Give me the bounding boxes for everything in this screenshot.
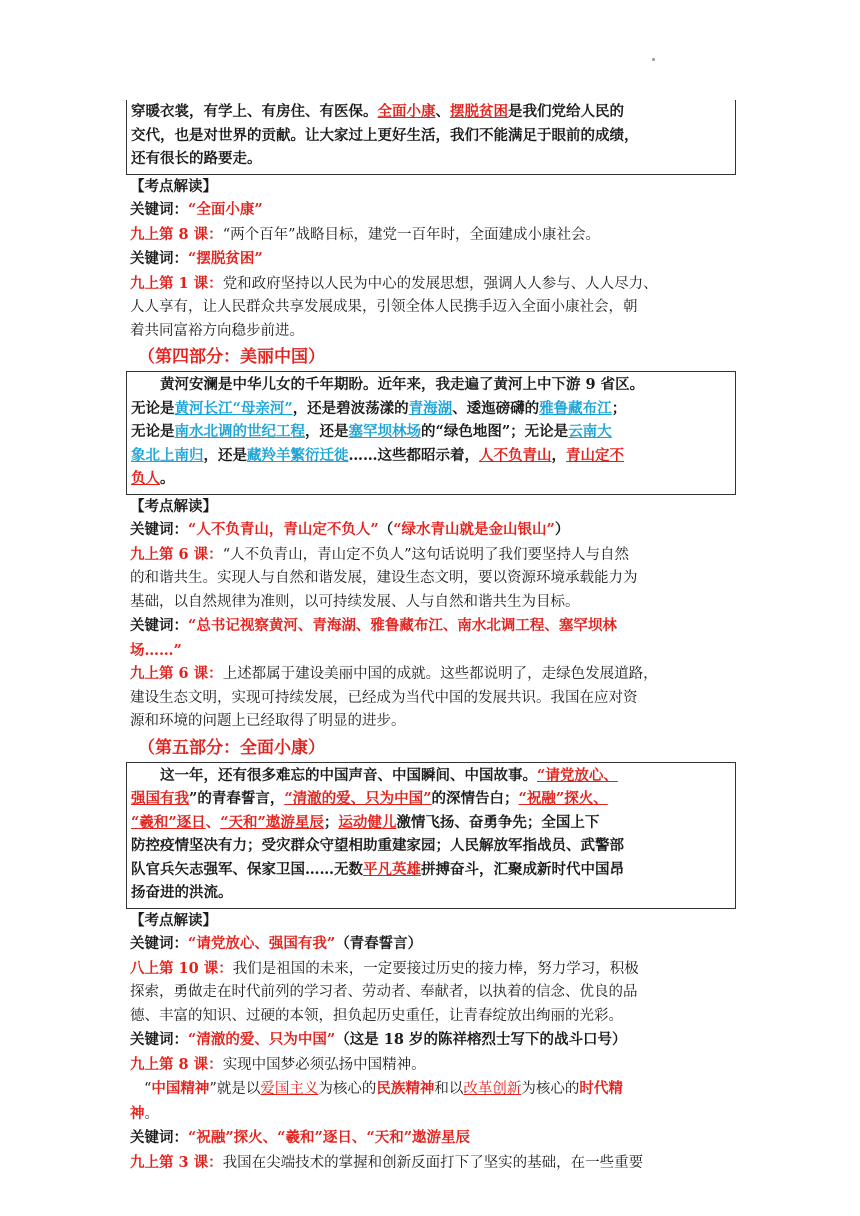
analysis-heading: 【考点解读】 bbox=[130, 911, 217, 929]
quote-line: “羲和”逐日、“天和”遨游星辰；运动健儿激情飞扬、奋勇争先；全国上下 bbox=[131, 813, 600, 831]
keyword-line: 关键词：“摆脱贫困” bbox=[130, 250, 263, 267]
keyword-line: 场……” bbox=[130, 641, 182, 659]
quote-line: 无论是南水北调的世纪工程，还是塞罕坝林场的“绿色地图”；无论是云南大 bbox=[131, 423, 612, 440]
quote-line: 黄河安澜是中华儿女的千年期盼。近年来，我走遍了黄河上中下游 9 省区。 bbox=[160, 376, 645, 393]
quote-line: 这一年，还有很多难忘的中国声音、中国瞬间、中国故事。“请党放心、 bbox=[160, 766, 618, 784]
quote-line: 扬奋进的洪流。 bbox=[131, 884, 233, 901]
lesson-line: 九上第 8 课：实现中国梦必须弘扬中国精神。 bbox=[130, 1055, 426, 1073]
lesson-line: 八上第 10 课：我们是祖国的未来，一定要接过历史的接力棒，努力学习，积极 bbox=[130, 959, 639, 977]
lesson-line: 人人享有，让人民群众共享发展成果，引领全体人民携手迈入全面小康社会，朝 bbox=[130, 299, 638, 315]
analysis-heading: 【考点解读】 bbox=[130, 177, 217, 195]
keyword-line: 关键词：“清澈的爱、只为中国”（这是 18 岁的陈祥榕烈士写下的战斗口号） bbox=[130, 1031, 627, 1048]
quote-box-beautiful-china bbox=[126, 371, 736, 495]
keyword-line: 关键词：“请党放心、强国有我”（青春誓言） bbox=[130, 935, 423, 952]
keyword-line: 关键词：“全面小康” bbox=[130, 201, 263, 218]
quote-line: 无论是黄河长江“母亲河”，还是碧波荡漾的青海湖、逶迤磅礴的雅鲁藏布江； bbox=[131, 399, 627, 417]
lesson-line: 建设生态文明，实现可持续发展，已经成为当代中国的发展共识。我国在应对资 bbox=[130, 689, 638, 706]
lesson-line: 九上第 8 课：“两个百年”战略目标，建党一百年时，全面建成小康社会。 bbox=[130, 225, 601, 243]
lesson-line: 九上第 1 课：党和政府坚持以人民为中心的发展思想，强调人人参与、人人尽力、 bbox=[130, 274, 658, 292]
quote-box-full-xiaokang bbox=[126, 762, 736, 909]
keyword-line: 关键词：“总书记视察黄河、青海湖、雅鲁藏布江、南水北调工程、塞罕坝林 bbox=[130, 617, 617, 634]
analysis-heading: 【考点解读】 bbox=[130, 497, 217, 515]
lesson-line: 探索，勇做走在时代前列的学习者、劳动者、奉献者，以执着的信念、优良的品 bbox=[130, 984, 638, 1000]
lesson-line: 源和环境的问题上已经取得了明显的进步。 bbox=[130, 713, 406, 729]
keyword-full-xiaokang: 全面小康 bbox=[377, 103, 436, 120]
lesson-line: 九上第 6 课：上述都属于建设美丽中国的成就。这些都说明了，走绿色发展道路， bbox=[130, 665, 658, 682]
lesson-line: 基础，以自然规律为准则，以可持续发展、人与自然和谐共生为目标。 bbox=[130, 593, 580, 610]
lesson-line: 着共同富裕方向稳步前进。 bbox=[130, 322, 304, 339]
quote-line: 负人。 bbox=[131, 470, 175, 487]
section-title-beautiful-china: （第四部分：美丽中国） bbox=[138, 347, 325, 367]
keyword-line: 关键词：“人不负青山，青山定不负人”（“绿水青山就是金山银山”） bbox=[130, 521, 570, 538]
lesson-line: 的和谐共生。实现人与自然和谐发展，建设生态文明，要以资源环境承载能力为 bbox=[130, 570, 638, 586]
quote-line: 还有很长的路要走。 bbox=[131, 150, 262, 167]
keyword-poverty: 摆脱贫困 bbox=[450, 103, 508, 120]
quote-line: 防控疫情坚决有力；受灾群众守望相助重建家园；人民解放军指战员、武警部 bbox=[131, 837, 624, 854]
quote-line: 穿暖衣裳，有学上、有房住、有医保。全面小康、摆脱贫困是我们党给人民的 bbox=[131, 103, 624, 120]
lesson-line: 九上第 3 课：我国在尖端技术的掌握和创新反面打下了坚实的基础，在一些重要 bbox=[130, 1153, 644, 1171]
page-marker-dot bbox=[652, 58, 655, 61]
quote-box-poverty bbox=[126, 100, 736, 175]
spirit-line: 神。 bbox=[130, 1104, 159, 1122]
quote-line: 强国有我”的青春誓言，“清澈的爱、只为中国”的深情告白；“祝融”探火、 bbox=[131, 790, 608, 807]
quote-line: 象北上南归，还是藏羚羊繁衍迁徙……这些都昭示着，人不负青山，青山定不 bbox=[131, 446, 624, 464]
quote-line: 队官兵矢志强军、保家卫国……无数平凡英雄拼搏奋斗，汇聚成新时代中国昂 bbox=[131, 860, 624, 878]
lesson-line: 九上第 6 课：“人不负青山，青山定不负人”这句话说明了我们要坚持人与自然 bbox=[130, 545, 630, 563]
document-body bbox=[130, 100, 732, 1175]
quote-line: 交代，也是对世界的贡献。让大家过上更好生活，我们不能满足于眼前的成绩， bbox=[131, 126, 639, 144]
spirit-line: “中国精神”就是以爱国主义为核心的民族精神和以改革创新为核心的时代精 bbox=[144, 1080, 623, 1097]
keyword-line: 关键词：“祝融”探火、“羲和”逐日、“天和”遨游星辰 bbox=[130, 1129, 471, 1146]
lesson-line: 德、丰富的知识、过硬的本领，担负起历史重任，让青春绽放出绚丽的光彩。 bbox=[130, 1007, 623, 1024]
section-title-full-xiaokang: （第五部分：全面小康） bbox=[138, 737, 325, 758]
